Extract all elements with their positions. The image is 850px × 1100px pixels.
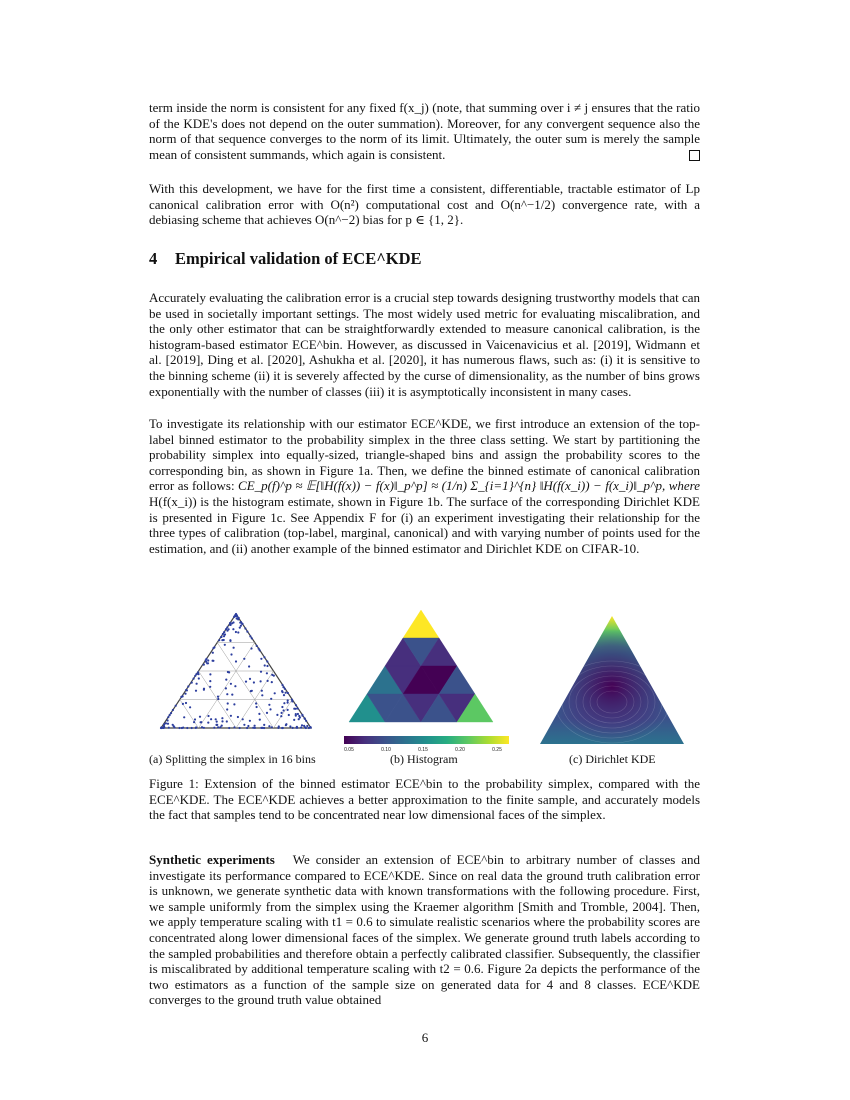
- sample-point: [230, 683, 232, 685]
- sample-point: [182, 727, 184, 729]
- qed-symbol: [689, 150, 700, 161]
- sample-point: [267, 680, 269, 682]
- sample-point: [228, 628, 230, 630]
- synthetic-text: We consider an extension of ECE^bin to arbitrary number of classes and investigate its performance compared to ECE^KDE. Since on real data the ground truth calibration error is unknown, we generate synthetic data with known transformations with the following procedure. First, we sample uniformly from the simplex using the Kraemer algorithm [Smith and Tromble, 2004]. Then, we apply temperature scaling with t1 = 0.6 to simulate realistic scenarios where the probability scores are concentrated along lower dimensional faces of the simplex. We generate ground truth labels according to the sampled probabilities and therefore obtain a perfectly calibrated classifier. Subsequently, the classifier is miscalibrated by additional temperature scaling with t2 = 0.6. Figure 2a depicts the performance of the two estimators as a function of the sample size on generated data for 4 and 8 classes. ECE^KDE converges to the ground truth value obtained: [149, 852, 701, 1008]
- sample-point: [247, 725, 249, 727]
- sample-point: [224, 633, 226, 635]
- sample-point: [203, 664, 205, 666]
- sample-point: [305, 720, 307, 722]
- panel-a-simplex-scatter: [160, 613, 312, 729]
- sample-point: [194, 675, 196, 677]
- sample-point: [285, 692, 287, 694]
- sample-point: [280, 715, 282, 717]
- sample-point: [253, 681, 255, 683]
- sample-point: [308, 727, 310, 729]
- sample-point: [283, 694, 285, 696]
- page-number: 6: [421, 1030, 429, 1045]
- colorbar-tick-label: 0.05: [344, 747, 354, 752]
- sample-point: [260, 680, 262, 682]
- sample-point: [207, 715, 209, 717]
- sample-point: [249, 720, 251, 722]
- sample-point: [185, 702, 187, 704]
- sample-point: [266, 665, 268, 667]
- sample-point: [207, 722, 209, 724]
- sample-point: [244, 627, 246, 629]
- sample-point: [240, 625, 242, 627]
- sample-point: [268, 725, 270, 727]
- sample-point: [303, 725, 305, 727]
- bin-line: [274, 700, 293, 729]
- sample-point: [225, 687, 227, 689]
- sample-point: [266, 712, 268, 714]
- sample-point: [182, 695, 184, 697]
- sample-point: [240, 621, 242, 623]
- sample-point: [226, 626, 228, 628]
- investigate-text-1: To investigate its relationship with our estimator ECE^KDE, we first introduce an extension of the top-label binned estimator to the probability simplex in the three class setting. We start by partitioning the probability simplex into equally-sized, triangle-shaped bins and assign the probability scores to the corresponding bin, as shown in Figure 1a. Then, we define the binned estimate of canonical calibration error as follows:: [149, 416, 700, 494]
- sample-point: [221, 720, 223, 722]
- sample-point: [282, 691, 284, 693]
- sample-point: [217, 726, 219, 728]
- sample-point: [233, 647, 235, 649]
- sample-point: [199, 716, 201, 718]
- sample-point: [189, 706, 191, 708]
- sample-point: [287, 692, 289, 694]
- kde-core: [540, 616, 684, 744]
- sample-point: [259, 719, 261, 721]
- sample-point: [228, 671, 230, 673]
- subcaption-b: (b) Histogram: [390, 752, 458, 766]
- subcaption-a: (a) Splitting the simplex in 16 bins: [149, 752, 316, 766]
- sample-point: [298, 715, 300, 717]
- sample-point: [239, 727, 241, 729]
- sample-point: [215, 718, 217, 720]
- sample-point: [203, 727, 205, 729]
- sample-point: [243, 658, 245, 660]
- sample-point: [186, 689, 188, 691]
- sample-point: [210, 718, 212, 720]
- sample-point: [269, 708, 271, 710]
- sample-point: [212, 647, 214, 649]
- sample-point: [173, 725, 175, 727]
- sample-point: [243, 724, 245, 726]
- sample-point: [224, 644, 226, 646]
- sample-point: [167, 719, 169, 721]
- sample-point: [263, 656, 265, 658]
- bin-line: [199, 643, 255, 729]
- sample-point: [276, 714, 278, 716]
- sample-point: [301, 724, 303, 726]
- sample-point: [258, 713, 260, 715]
- sample-point: [209, 680, 211, 682]
- sample-point: [256, 706, 258, 708]
- panel-a-bin-lines: [180, 643, 293, 729]
- sample-point: [281, 727, 283, 729]
- sample-point: [230, 653, 232, 655]
- sample-point: [205, 661, 207, 663]
- sample-point: [222, 633, 224, 635]
- sample-point: [197, 673, 199, 675]
- colorbar-tick-label: 0.20: [455, 747, 465, 752]
- sample-point: [254, 725, 256, 727]
- sample-point: [221, 717, 223, 719]
- sample-point: [295, 715, 297, 717]
- sample-point: [212, 652, 214, 654]
- sample-point: [228, 727, 230, 729]
- sample-point: [261, 694, 263, 696]
- sample-point: [283, 702, 285, 704]
- sample-point: [277, 727, 279, 729]
- sample-point: [168, 727, 170, 729]
- sample-point: [293, 719, 295, 721]
- sample-point: [212, 660, 214, 662]
- sample-point: [259, 649, 261, 651]
- development-paragraph: With this development, we have for the first time a consistent, differentiable, tractable estimator of Lp canonical calibration error with O(n²) computational cost and O(n^−1/2) convergence rate, with a debiasing scheme that achieves O(n^−2) bias for p ∈ {1, 2}.: [149, 181, 700, 228]
- section-title: Empirical validation of ECE^KDE: [175, 249, 422, 268]
- sample-point: [281, 684, 283, 686]
- sample-point: [169, 714, 171, 716]
- sample-point: [271, 726, 273, 728]
- sample-point: [266, 660, 268, 662]
- sample-point: [198, 677, 200, 679]
- sample-point: [254, 727, 256, 729]
- sample-point: [178, 727, 180, 729]
- sample-point: [205, 658, 207, 660]
- sample-point: [172, 709, 174, 711]
- sample-point: [223, 631, 225, 633]
- sample-point: [233, 703, 235, 705]
- sample-point: [195, 726, 197, 728]
- sample-point: [297, 707, 299, 709]
- sample-point: [229, 640, 231, 642]
- sample-point: [234, 685, 236, 687]
- sample-point: [256, 645, 258, 647]
- bin-line: [217, 643, 273, 729]
- sample-point: [195, 690, 197, 692]
- sample-point: [295, 704, 297, 706]
- sample-point: [160, 727, 162, 729]
- figure-1: [149, 610, 700, 770]
- sample-point: [230, 715, 232, 717]
- sample-point: [184, 693, 186, 695]
- sample-point: [287, 709, 289, 711]
- sample-point: [220, 636, 222, 638]
- figure-caption: Figure 1: Extension of the binned estimator ECE^bin to the probability simplex, compared with the ECE^KDE. The ECE^KDE achieves a better approximation to the finite sample, and accurately models the fact that samples tend to be concentrated near low dimensional faces of the simplex.: [149, 776, 700, 823]
- proof-paragraph: [149, 100, 700, 162]
- sample-point: [281, 712, 283, 714]
- sample-point: [288, 714, 290, 716]
- sample-point: [245, 681, 247, 683]
- sample-point: [236, 617, 238, 619]
- sample-point: [194, 718, 196, 720]
- sample-point: [225, 679, 227, 681]
- sample-point: [191, 727, 193, 729]
- sample-point: [209, 673, 211, 675]
- sample-point: [196, 683, 198, 685]
- sample-point: [287, 699, 289, 701]
- sample-point: [283, 709, 285, 711]
- sample-point: [300, 727, 302, 729]
- sample-point: [263, 724, 265, 726]
- section-heading: [149, 249, 422, 269]
- sample-point: [250, 690, 252, 692]
- sample-point: [287, 702, 289, 704]
- panel-c-dirichlet-kde: [540, 616, 684, 744]
- investigate-paragraph: [149, 416, 700, 556]
- sample-point: [297, 713, 299, 715]
- section-number: 4: [149, 249, 158, 268]
- sample-point: [227, 702, 229, 704]
- sample-point: [233, 726, 235, 728]
- sample-point: [249, 635, 251, 637]
- sample-point: [284, 688, 286, 690]
- sample-point: [226, 708, 228, 710]
- sample-point: [200, 721, 202, 723]
- sample-point: [248, 665, 250, 667]
- sample-point: [301, 715, 303, 717]
- sample-point: [226, 693, 228, 695]
- sample-point: [296, 726, 298, 728]
- sample-point: [246, 727, 248, 729]
- sample-point: [271, 681, 273, 683]
- sample-point: [216, 724, 218, 726]
- sample-point: [193, 721, 195, 723]
- figure-1-panels: [149, 610, 700, 752]
- sample-point: [229, 624, 231, 626]
- sample-point: [183, 716, 185, 718]
- panel-b-histogram: [349, 610, 493, 722]
- sample-point: [304, 717, 306, 719]
- sample-point: [221, 639, 223, 641]
- sample-point: [167, 723, 169, 725]
- binned-estimate-formula: CE_p(f)^p ≈ 𝔼[‖H(f(x)) − f(x)‖_p^p] ≈ (1/n) Σ_{i=1}^{n} ‖H(f(x_i)) − f(x_i)‖_p^p, where: [238, 478, 700, 494]
- investigate-text-2: H(f(x_i)) is the histogram estimate, shown in Figure 1b. The surface of the corresponding Dirichlet KDE is presented in Figure 1c. See Appendix F for (i) an experiment investigating their relationship for the three types of calibration (top-label, marginal, canonical) and with varying number of points used for the estimation, and (ii) another example of the binned estimator and Dirichlet KDE on CIFAR-10.: [149, 493, 700, 556]
- colorbar-tick-label: 0.10: [381, 747, 391, 752]
- proof-text: term inside the norm is consistent for any fixed f(x_j) (note, that summing over i ≠ j ensures that the ratio of the KDE's does not depend on the outer summation). Moreover, for any convergent sequence also the norm of that sequence converges to the norm of its limit. Ultimately, the outer sum is merely the sample mean of consistent summands, which again is consistent.: [149, 100, 700, 162]
- histogram-bin: [403, 610, 439, 638]
- sample-point: [260, 671, 262, 673]
- sample-point: [221, 725, 223, 727]
- panel-b-colorbar: [344, 736, 509, 752]
- sample-point: [260, 658, 262, 660]
- sample-point: [235, 660, 237, 662]
- synthetic-heading: Synthetic experiments: [149, 852, 275, 867]
- sample-point: [249, 678, 251, 680]
- sample-point: [217, 698, 219, 700]
- sample-point: [226, 720, 228, 722]
- sample-point: [285, 723, 287, 725]
- sample-point: [216, 721, 218, 723]
- sample-point: [255, 702, 257, 704]
- sample-point: [186, 727, 188, 729]
- sample-point: [291, 700, 293, 702]
- sample-point: [251, 637, 253, 639]
- sample-point: [203, 689, 205, 691]
- sample-point: [271, 674, 273, 676]
- sample-point: [268, 704, 270, 706]
- sample-point: [167, 716, 169, 718]
- sample-point: [237, 716, 239, 718]
- sample-point: [305, 727, 307, 729]
- synthetic-paragraph: [149, 852, 700, 1008]
- sample-point: [201, 726, 203, 728]
- sample-point: [207, 659, 209, 661]
- sample-point: [170, 712, 172, 714]
- sample-point: [209, 686, 211, 688]
- sample-point: [182, 703, 184, 705]
- sample-point: [235, 614, 237, 616]
- sample-point: [263, 727, 265, 729]
- sample-point: [246, 631, 248, 633]
- sample-point: [293, 708, 295, 710]
- sample-point: [218, 639, 220, 641]
- colorbar-gradient: [344, 736, 509, 744]
- sample-point: [232, 621, 234, 623]
- sample-point: [163, 727, 165, 729]
- sample-point: [264, 664, 266, 666]
- sample-point: [270, 698, 272, 700]
- sample-point: [187, 685, 189, 687]
- sample-point: [289, 725, 291, 727]
- sample-point: [217, 696, 219, 698]
- sample-point: [241, 623, 243, 625]
- sample-point: [306, 725, 308, 727]
- sample-point: [250, 647, 252, 649]
- sample-point: [235, 631, 237, 633]
- sample-point: [274, 692, 276, 694]
- sample-point: [191, 682, 193, 684]
- sample-point: [232, 628, 234, 630]
- sample-point: [292, 727, 294, 729]
- subcaption-c: (c) Dirichlet KDE: [569, 752, 656, 766]
- sample-point: [261, 690, 263, 692]
- sample-point: [242, 718, 244, 720]
- intro-paragraph: Accurately evaluating the calibration error is a crucial step towards designing trustworthy models that can be used in societally important settings. The most widely used metric for evaluating miscalibration, and the only other estimator that can be straightforwardly extended to measure canonical calibration, is the histogram-based estimator ECE^bin. However, as discussed in Vaicenavicius et al. [2019], Widmann et al. [2019], Ding et al. [2020], Ashukha et al. [2020], it has numerous flaws, such as: (i) it is sensitive to the binning scheme (ii) it is severely affected by the curse of dimensionality, as the number of bins grows exponentially with the number of classes (iii) it is asymptotically inconsistent in many cases.: [149, 290, 700, 399]
- sample-point: [237, 631, 239, 633]
- colorbar-tick-label: 0.25: [492, 747, 502, 752]
- sample-point: [231, 694, 233, 696]
- sample-point: [238, 617, 240, 619]
- sample-point: [193, 678, 195, 680]
- sample-point: [213, 727, 215, 729]
- sample-point: [175, 705, 177, 707]
- sample-point: [239, 627, 241, 629]
- sample-point: [281, 706, 283, 708]
- colorbar-tick-label: 0.15: [418, 747, 428, 752]
- sample-point: [266, 672, 268, 674]
